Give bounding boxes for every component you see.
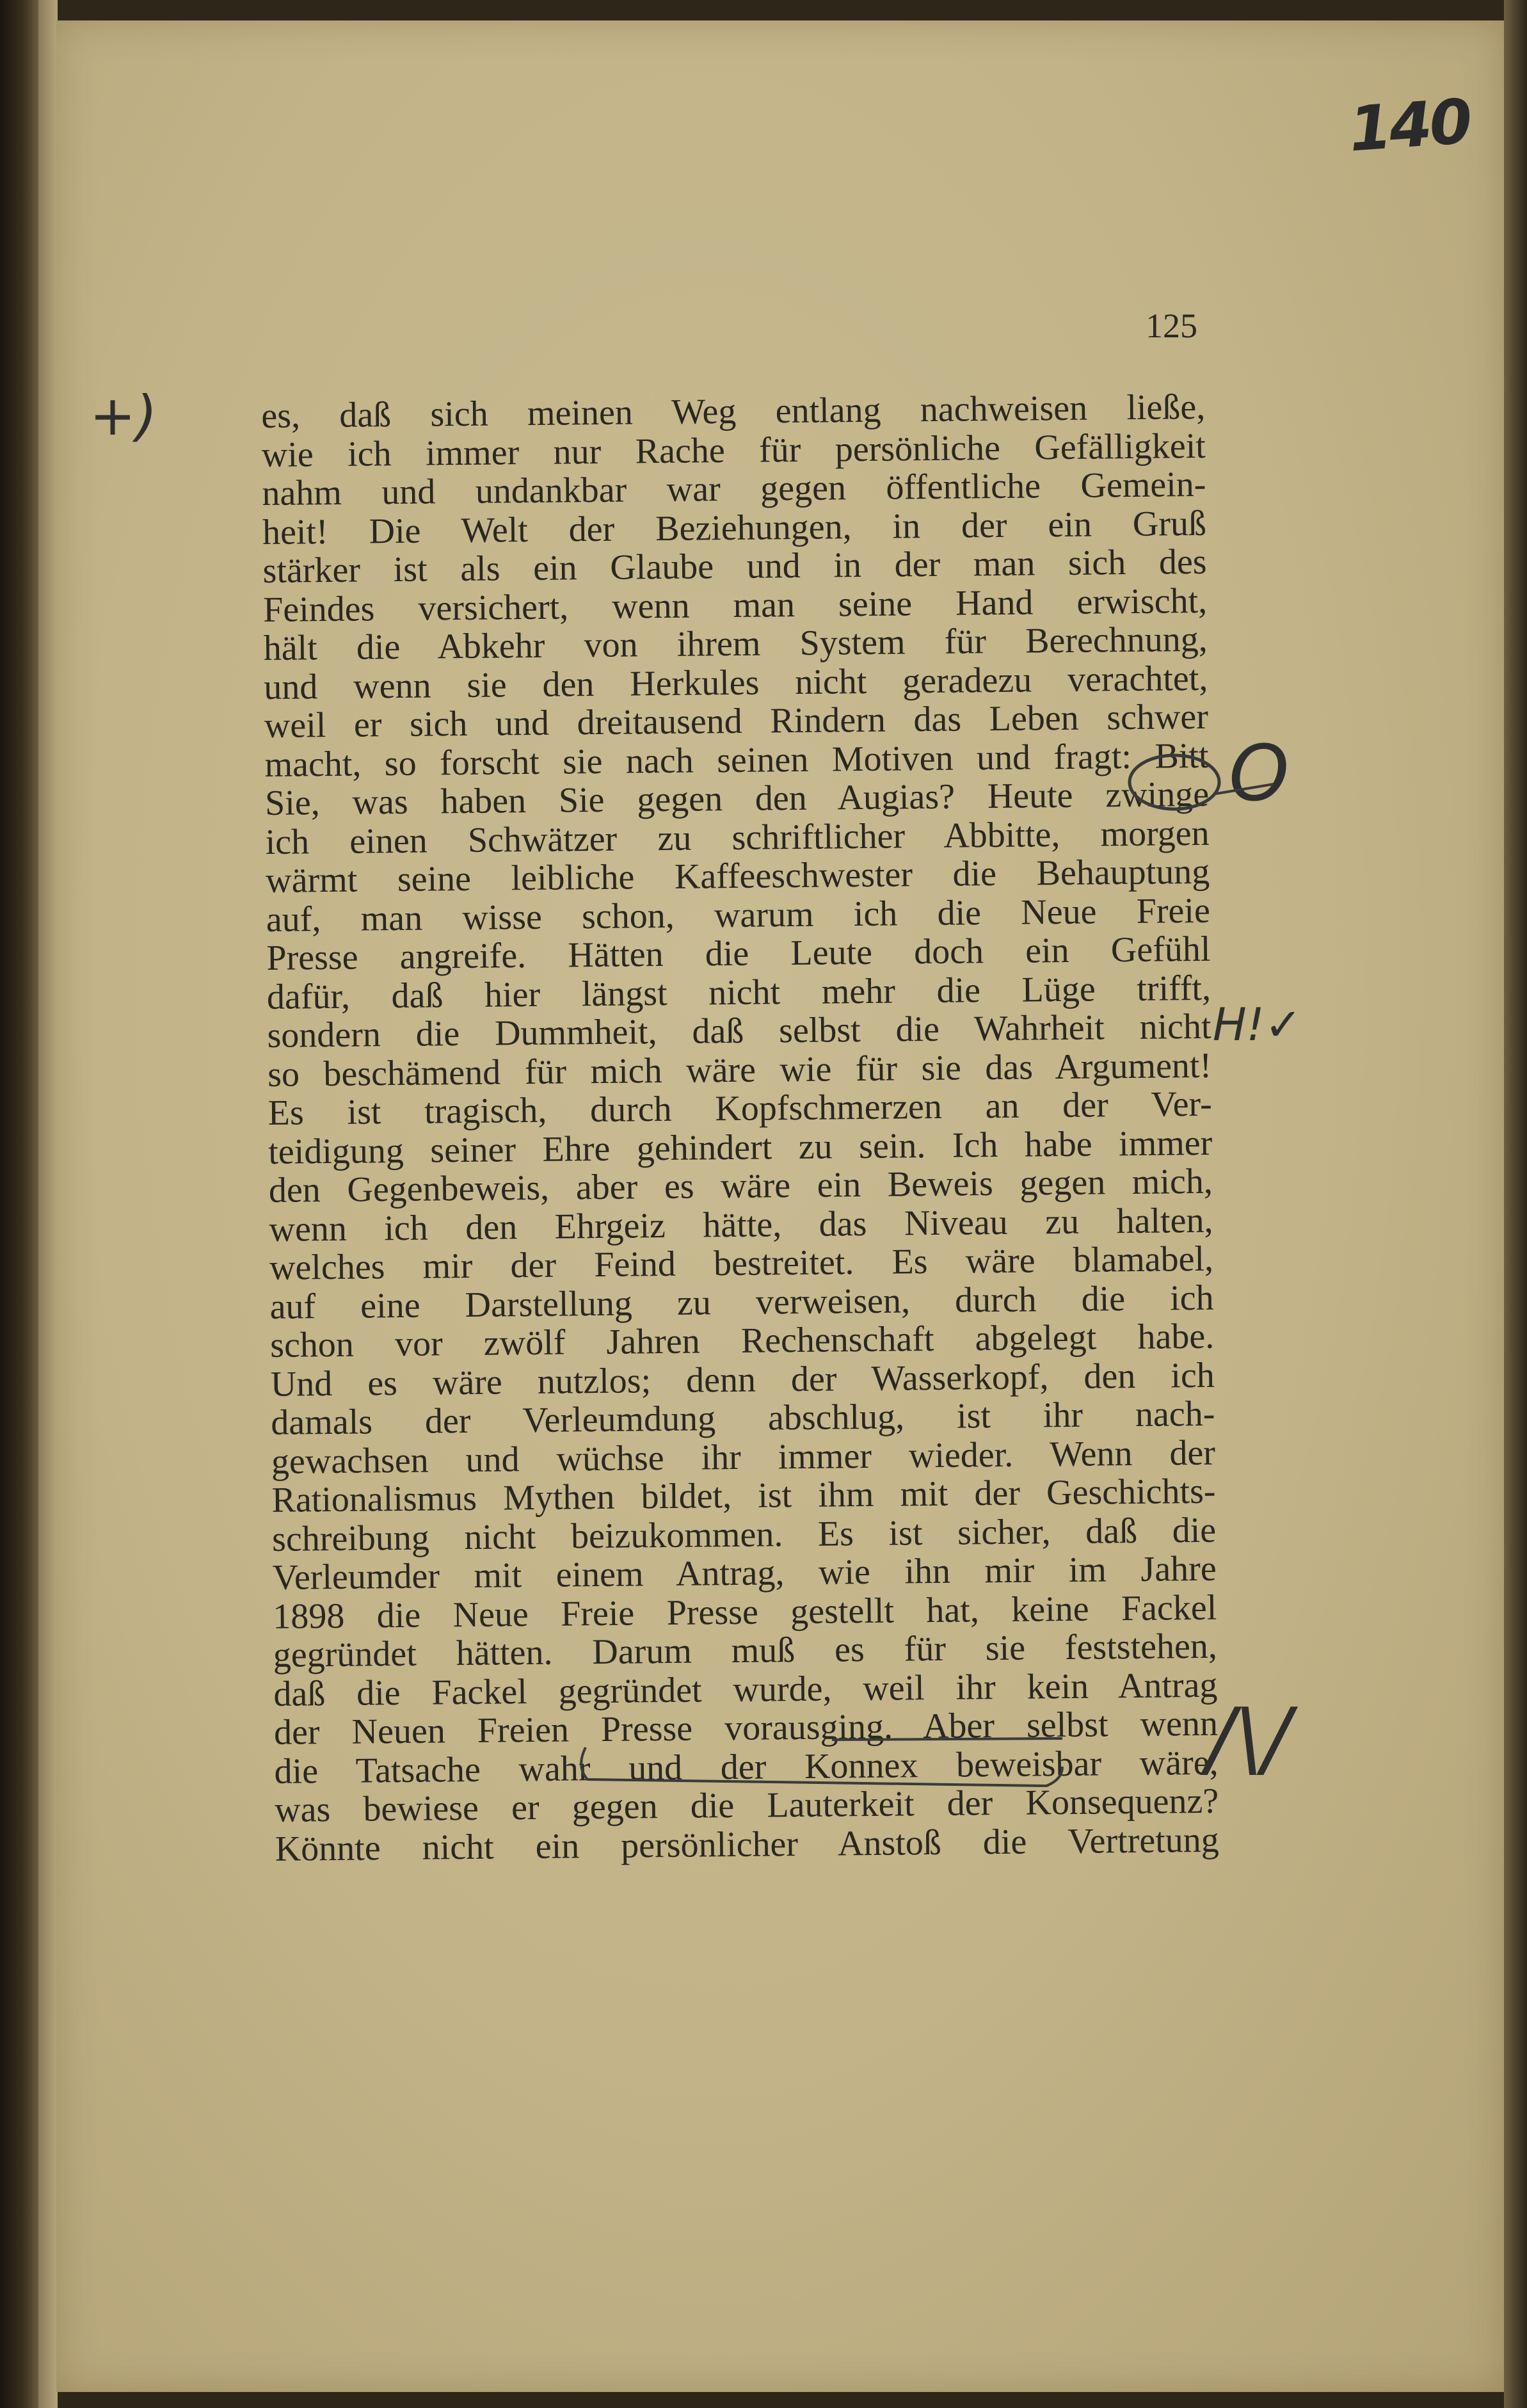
text-line: hält die Abkehr von ihrem System für Berechnung, (263, 619, 1208, 668)
book-spine (0, 0, 38, 2408)
text-line: Feindes versichert, wenn man seine Hand erwischt, (262, 581, 1208, 630)
facing-page-edge (38, 0, 58, 2408)
text-line: welches mir der Feind bestreitet. Es wäre blamabel, (269, 1239, 1214, 1288)
margin-mark-circle: O (1229, 730, 1290, 819)
text-line: die Tatsache wahr und der Konnex beweisbar wäre, (274, 1742, 1219, 1792)
text-line: macht, so forscht sie nach seinen Motiven und fragt: Bitt (264, 735, 1209, 785)
text-line: Presse angreife. Hätten die Leute doch ein Gefühl (266, 929, 1211, 978)
handwritten-folio-number: 140 (1347, 85, 1473, 166)
text-line: schon vor zwölf Jahren Rechenschaft abgelegt habe. (269, 1316, 1215, 1365)
text-line: schreibung nicht beizukommen. Es ist sicher, daß die (271, 1510, 1217, 1559)
text-line: daß die Fackel gegründet wurde, weil ihr kein Antrag (273, 1665, 1218, 1714)
text-line: dafür, daß hier längst nicht mehr die Lüge trifft, (266, 968, 1211, 1017)
text-line: den Gegenbeweis, aber es wäre ein Beweis gegen mich, (268, 1161, 1213, 1210)
text-line: der Neuen Freien Presse vorausging. Aber selbst wenn (273, 1703, 1219, 1753)
text-line: sondern die Dummheit, daß selbst die Wahrheit nicht (267, 1006, 1211, 1056)
text-line: auf eine Darstellung zu verweisen, durch die ich (269, 1278, 1214, 1327)
page-edge-right (1504, 0, 1527, 2408)
text-line: auf, man wisse schon, warum ich die Neue Freie (266, 890, 1211, 940)
text-line: nahm und undankbar war gegen öffentliche Gemein- (262, 464, 1206, 513)
text-line: Und es wäre nutzlos; denn der Wasserkopf, den ich (270, 1355, 1215, 1404)
text-line: Könnte nicht ein persönlicher Anstoß die Vertretung (275, 1820, 1220, 1869)
text-line: gegründet hätten. Darum muß es für sie feststehen, (273, 1626, 1218, 1675)
text-line: wenn ich den Ehrgeiz hätte, das Niveau zu halten, (269, 1200, 1213, 1249)
text-line: weil er sich und dreitausend Rindern das Leben schwer (264, 696, 1209, 746)
body-text (261, 388, 1219, 1868)
text-line: 1898 die Neue Freie Presse gestellt hat, keine Fackel (272, 1587, 1217, 1637)
text-line: es, daß sich meinen Weg entlang nachweisen ließe, (260, 387, 1206, 436)
text-line: ich einen Schwätzer zu schriftlicher Abbitte, morgen (265, 813, 1210, 862)
text-line: so beschämend für mich wäre wie für sie das Argument! (267, 1045, 1212, 1095)
text-line: Verleumder mit einem Antrag, wie ihn mir im Jahre (272, 1548, 1217, 1598)
text-line: heit! Die Welt der Beziehungen, in der ein Gruß (262, 503, 1207, 552)
text-line: Sie, was haben Sie gegen den Augias? Heute zwinge (264, 774, 1210, 823)
text-line: Rationalismus Mythen bildet, ist ihm mit der Geschichts- (271, 1471, 1216, 1520)
text-line: damals der Verleumdung abschlug, ist ihr nach- (271, 1393, 1215, 1443)
page-number: 125 (1146, 307, 1197, 345)
margin-mark-transpose: /\/ (1206, 1690, 1291, 1787)
text-line: was bewiese er gegen die Lauterkeit der Konsequenz? (274, 1781, 1219, 1830)
text-line: wärmt seine leibliche Kaffeeschwester die Behauptung (265, 851, 1210, 901)
text-line: wie ich immer nur Rache für persönliche Gefälligkeit (261, 426, 1206, 475)
text-line: und wenn sie den Herkules nicht geradezu verachtet, (264, 658, 1208, 707)
margin-mark-correction: H!✓ (1213, 999, 1302, 1051)
text-line: stärker ist als ein Glaube und in der man sich des (262, 542, 1207, 591)
text-line: gewachsen und wüchse ihr immer wieder. Wenn der (271, 1433, 1216, 1482)
margin-mark-insert: +) (90, 384, 157, 448)
text-line: teidigung seiner Ehre gehindert zu sein. Ich habe immer (268, 1123, 1213, 1172)
text-line: Es ist tragisch, durch Kopfschmerzen an der Ver- (268, 1084, 1212, 1133)
